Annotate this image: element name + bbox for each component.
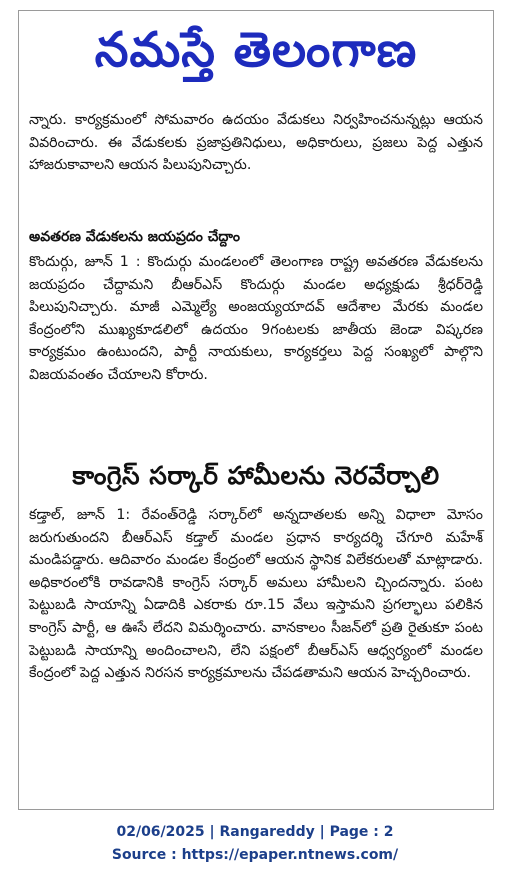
- newspaper-masthead: [19, 11, 493, 89]
- footer-source-link[interactable]: Source : https://epaper.ntnews.com/: [111, 847, 399, 863]
- footer-date-edition: 02/06/2025 | Rangareddy | Page : 2: [116, 824, 394, 840]
- article-subheading: అవతరణ వేడుకలను జయప్రదం చేద్దాం: [29, 229, 240, 245]
- masthead-title: నమస్తే తెలంగాణ: [94, 22, 418, 78]
- article-continuation-text: న్నారు. కార్యక్రమంలో సోమవారం ఉదయం వేడుకలు నిర్వహించనున్నట్లు ఆయన వివరించారు. ఈ వేడుకలకు ప్రజాప్రతినిధులు, అధికారులు, ప్రజలు పెద్ద ఎత్తున హాజరుకావాలని ఆయన పిలుపునిచ్చారు.: [29, 112, 483, 174]
- article-body-kadthal: కడ్తాల్, జూన్ 1: రేవంత్‌రెడ్డి సర్కార్‌లో అన్నదాతలకు అన్ని విధాలా మోసం జరుగుతుందని బీఆర్ఎస్ కడ్తాల్ మండల ప్రధాన కార్యదర్శి చేగూరి మహేశ్ మండిపడ్డారు. ఆదివారం మండల కేంద్రంలో ఆయన స్థానిక విలేకరులతో మాట్లాడారు. అధికారంలోకి రావడానికి కాంగ్రెస్ సర్కార్ అమలు హామీలని చ్చిందన్నారు. పంట పెట్టుబడి సాయాన్ని ఏడాదికి ఎకరాకు రూ.15 వేలు ఇస్తామని ప్రగల్భాలు పలికిన కాంగ్రెస్ పార్టీ, ఆ ఊసే లేదని విమర్శించారు. వానకాలం సీజన్‌లో ప్రతి రైతుకూ పంట పెట్టుబడి సాయాన్ని అందించాలని, లేని పక్షంలో బీఆర్ఎస్ ఆధ్వర్యంలో మండల కేంద్రంలో పెద్ద ఎత్తున నిరసన కార్యక్రమాలను చేపడతామని ఆయన హెచ్చరించారు.: [29, 507, 483, 682]
- news-clipping: [18, 10, 494, 810]
- article-body-kondurgu: కొందుర్గు, జూన్ 1 : కొందుర్గు మండలంలో తెలంగాణ రాష్ట్ర అవతరణ వేడుకలను జయప్రదం చేద్దామని బీఆర్ఎస్ కొందుర్గు మండల అధ్యక్షుడు శ్రీధర్‌రెడ్డి పిలుపునిచ్చారు. మాజీ ఎమ్మెల్యే అంజయ్యయాదవ్ ఆదేశాల మేరకు మండల కేంద్రంలోని ముఖ్యకూడలిలో ఉదయం 9గంటలకు జాతీయ జెండా విష్కరణ కార్యక్రమం ఉంటుందని, పార్టీ నాయకులు, కార్యకర్తలు పెద్ద సంఖ్యలో పాల్గొని విజయవంతం చేయాలని కోరారు.: [29, 254, 483, 383]
- article-headline: కాంగ్రెస్ సర్కార్ హామీలను నెరవేర్చాలి: [72, 461, 440, 490]
